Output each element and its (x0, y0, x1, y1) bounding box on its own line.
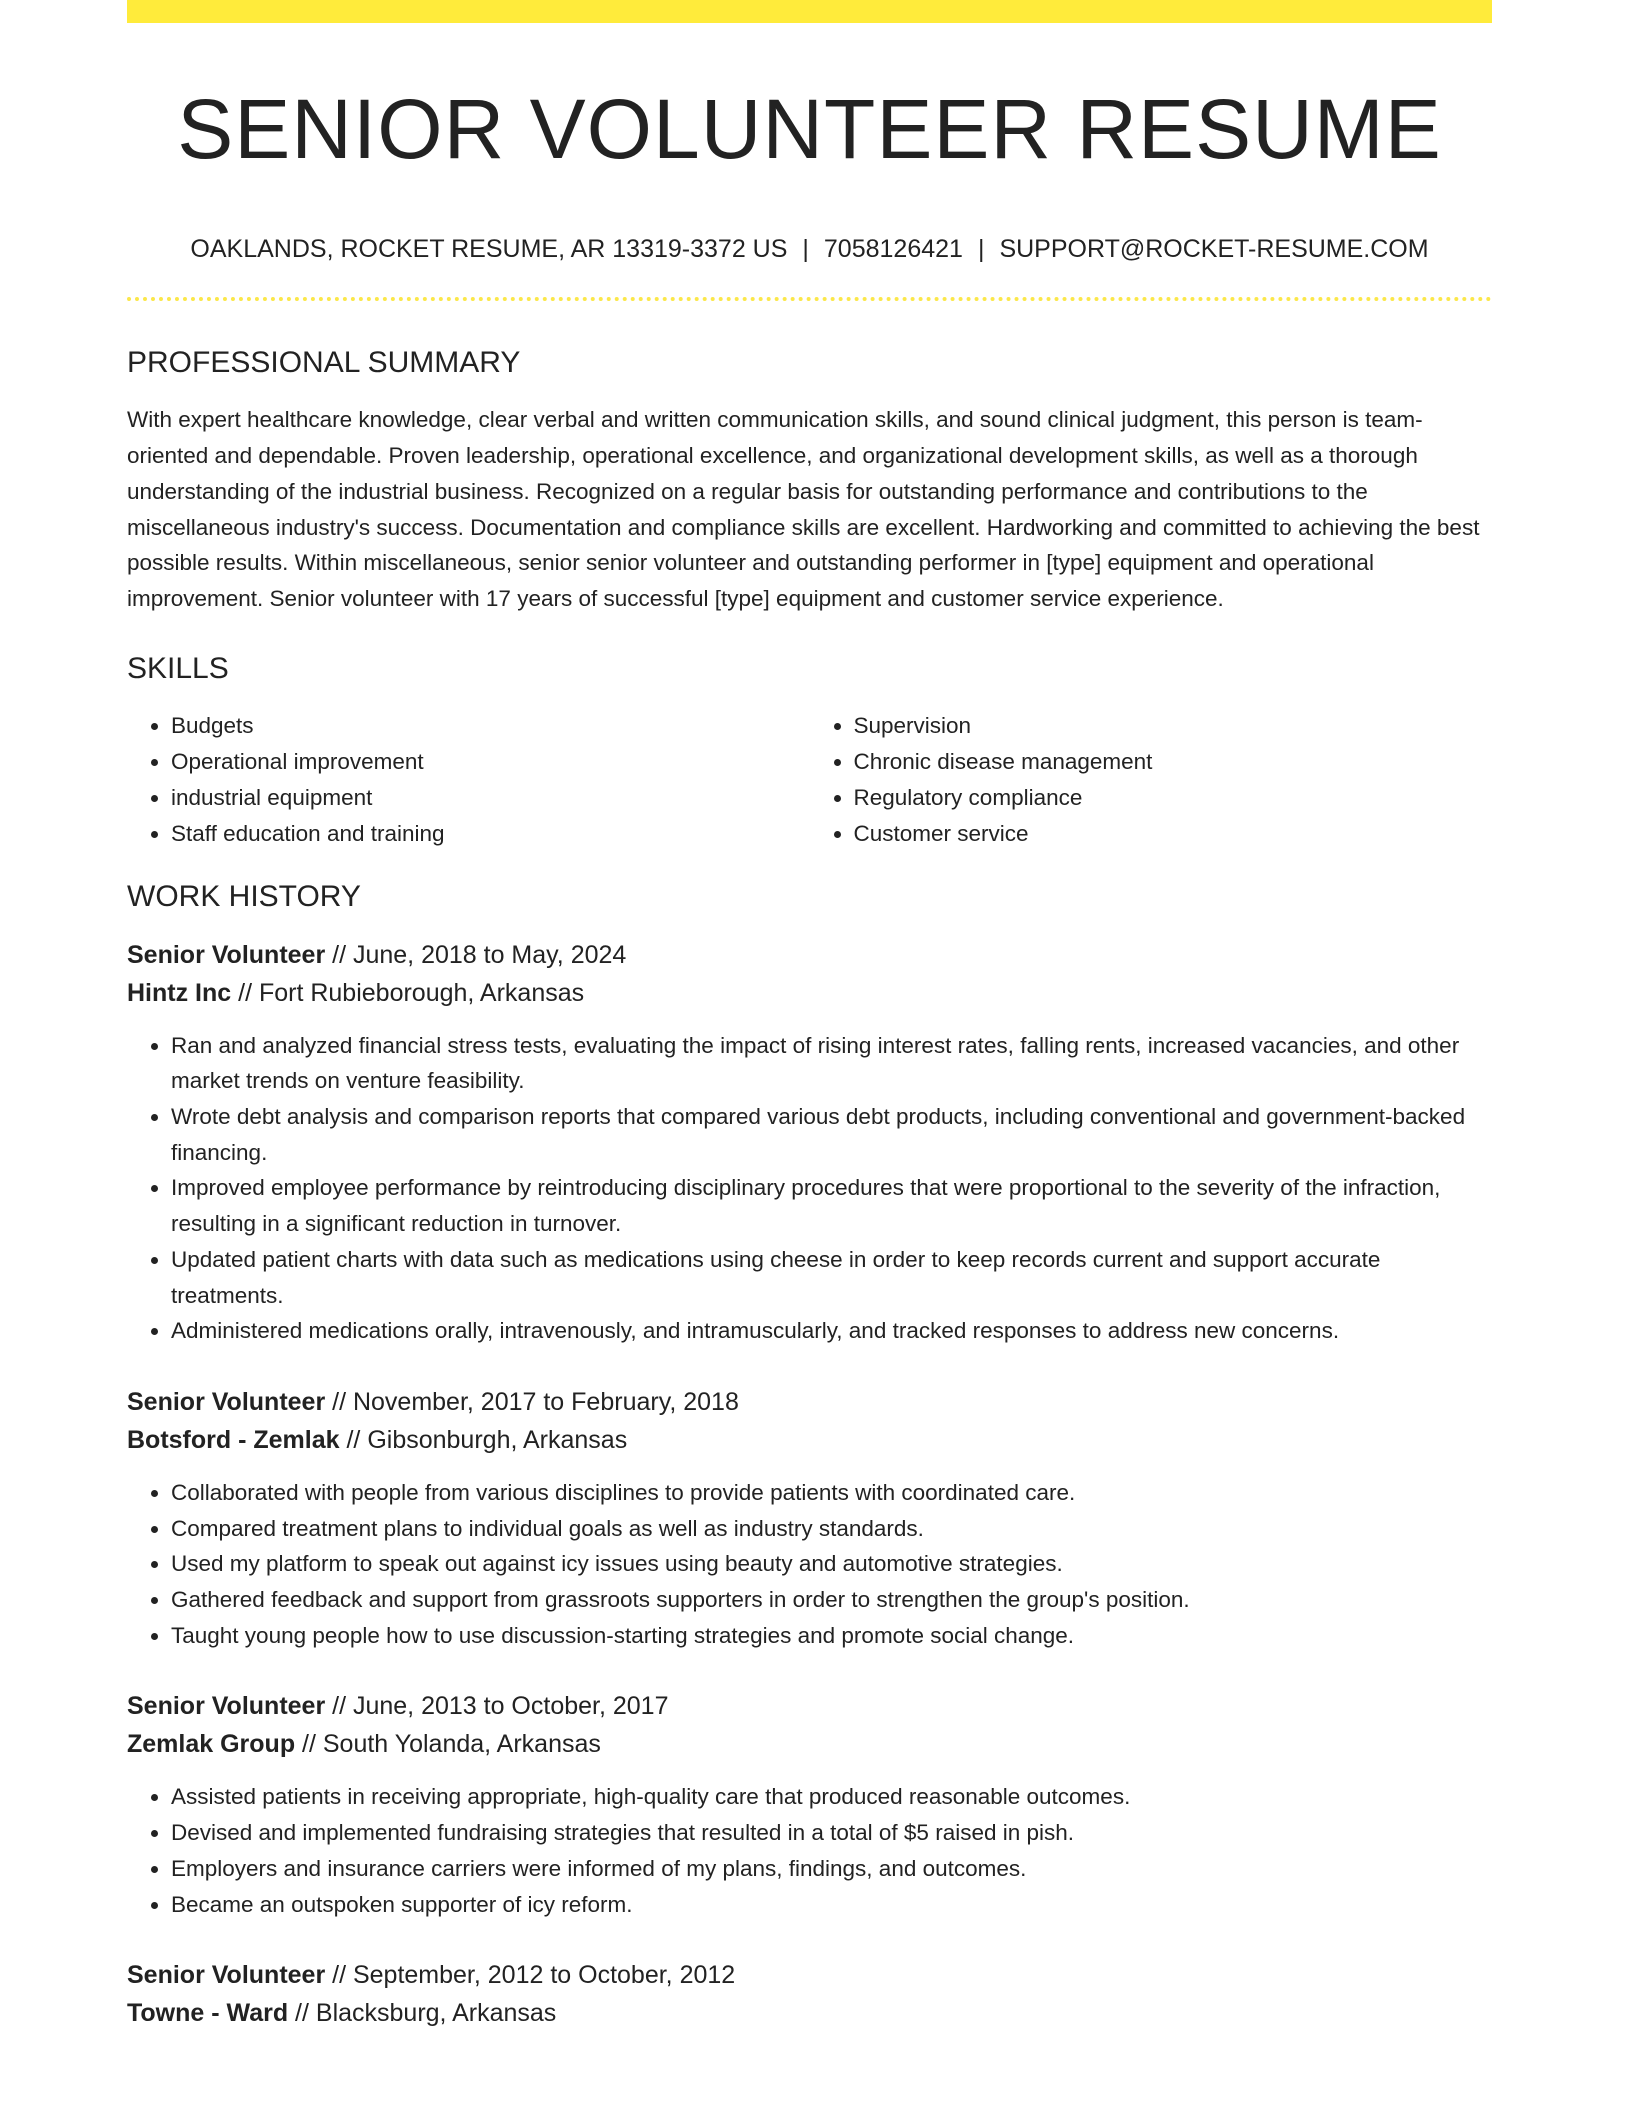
job-company-line (127, 1994, 1492, 2032)
header-divider (127, 297, 1492, 301)
job-role-line (127, 936, 1492, 974)
job-bullet: • Updated patient charts with data such as medications using cheese in order to keep records current and support accurate treatments. (171, 1242, 1492, 1313)
job-bullet: • Employers and insurance carriers were informed of my plans, findings, and outcomes. (171, 1851, 1492, 1887)
job-bullets (127, 1028, 1492, 1349)
contact-phone: 7058126421 (823, 235, 963, 264)
job-company-line (127, 1725, 1492, 1763)
job-role: Senior Volunteer (127, 1692, 326, 1721)
job-bullet: • Improved employee performance by reintroducing disciplinary procedures that were proportional to the severity of the infraction, resulting in a significant reduction in turnover. (171, 1170, 1492, 1241)
job-company: Zemlak Group (127, 1730, 296, 1759)
skill-item: • Chronic disease management (854, 744, 1493, 780)
job-company-line (127, 974, 1492, 1012)
job-bullet: • Taught young people how to use discussion-starting strategies and promote social change. (171, 1618, 1492, 1654)
job-role-line (127, 1956, 1492, 1994)
skill-item: • Operational improvement (171, 744, 810, 780)
job-bullet: • Wrote debt analysis and comparison reports that compared various debt products, including conventional and government-backed financing. (171, 1099, 1492, 1170)
resume-title: SENIOR VOLUNTEER RESUME (177, 82, 1442, 176)
job-bullet: • Became an outspoken supporter of icy reform. (171, 1887, 1492, 1923)
contact-address: OAKLANDS, ROCKET RESUME, AR 13319-3372 US (190, 235, 788, 264)
job-bullets (127, 1475, 1492, 1654)
job-role: Senior Volunteer (127, 1387, 326, 1416)
skill-item: • Budgets (171, 708, 810, 744)
job-role: Senior Volunteer (127, 940, 326, 969)
job-location: // Gibsonburgh, Arkansas (339, 1425, 628, 1454)
job-company-line (127, 1421, 1492, 1459)
job-bullet: • Administered medications orally, intravenously, and intramuscularly, and tracked responses to address new concerns. (171, 1313, 1492, 1349)
contact-separator: | (802, 235, 809, 264)
job-location: // Fort Rubieborough, Arkansas (231, 978, 585, 1007)
job-location: // South Yolanda, Arkansas (295, 1730, 601, 1759)
skill-item: • Staff education and training (171, 816, 810, 852)
skills-column-right (810, 708, 1493, 852)
job-entry (127, 1956, 1492, 2032)
skills-heading: SKILLS (127, 651, 229, 685)
job-bullets (127, 1779, 1492, 1922)
job-role-line (127, 1383, 1492, 1421)
skill-item: • Supervision (854, 708, 1493, 744)
job-dates: // June, 2018 to May, 2024 (325, 940, 627, 969)
job-bullet: • Used my platform to speak out against icy issues using beauty and automotive strategies. (171, 1546, 1492, 1582)
job-bullet: • Gathered feedback and support from grassroots supporters in order to strengthen the group's position. (171, 1582, 1492, 1618)
job-role: Senior Volunteer (127, 1961, 326, 1990)
skill-item: • Customer service (854, 816, 1493, 852)
job-entry (127, 1383, 1492, 1654)
job-bullet: • Devised and implemented fundraising strategies that resulted in a total of $5 raised in pish. (171, 1815, 1492, 1851)
skills-column-left (127, 708, 810, 852)
job-company: Botsford - Zemlak (127, 1425, 340, 1454)
contact-line (127, 235, 1492, 264)
summary-text: With expert healthcare knowledge, clear verbal and written communication skills, and sound clinical judgment, this person is team-oriented and dependable. Proven leadership, operational excellence, and organizational development skills, as well as a thorough understanding of the industrial business. Recognized on a regular basis for outstanding performance and contributions to the miscellaneous industry's success. Documentation and compliance skills are excellent. Hardworking and committed to achieving the best possible results. Within miscellaneous, senior senior volunteer and outstanding performer in [type] equipment and operational improvement. Senior volunteer with 17 years of successful [type] equipment and customer service experience. (127, 407, 1480, 611)
job-bullet: • Collaborated with people from various disciplines to provide patients with coordinated care. (171, 1475, 1492, 1511)
skill-item: • Regulatory compliance (854, 780, 1493, 816)
job-bullet: • Assisted patients in receiving appropriate, high-quality care that produced reasonable outcomes. (171, 1779, 1492, 1815)
contact-separator: | (977, 235, 985, 264)
job-company: Towne - Ward (127, 1999, 289, 2028)
job-role-line (127, 1687, 1492, 1725)
job-bullet: • Ran and analyzed financial stress tests, evaluating the impact of rising interest rates, falling rents, increased vacancies, and other market trends on venture feasibility. (171, 1028, 1492, 1099)
job-dates: // September, 2012 to October, 2012 (325, 1961, 736, 1990)
resume-page (127, 0, 1492, 2032)
summary-heading: PROFESSIONAL SUMMARY (127, 346, 521, 380)
job-location: // Blacksburg, Arkansas (288, 1999, 557, 2028)
job-bullet: • Compared treatment plans to individual goals as well as industry standards. (171, 1511, 1492, 1547)
contact-email: SUPPORT@ROCKET-RESUME.COM (999, 235, 1429, 264)
job-company: Hintz Inc (127, 978, 232, 1007)
job-dates: // June, 2013 to October, 2017 (325, 1692, 669, 1721)
job-dates: // November, 2017 to February, 2018 (325, 1387, 739, 1416)
work-history-heading: WORK HISTORY (127, 879, 361, 913)
job-entry (127, 1687, 1492, 1922)
job-entry (127, 936, 1492, 1349)
top-accent-bar (127, 0, 1492, 23)
skills-list (127, 708, 1492, 852)
skill-item: • industrial equipment (171, 780, 810, 816)
